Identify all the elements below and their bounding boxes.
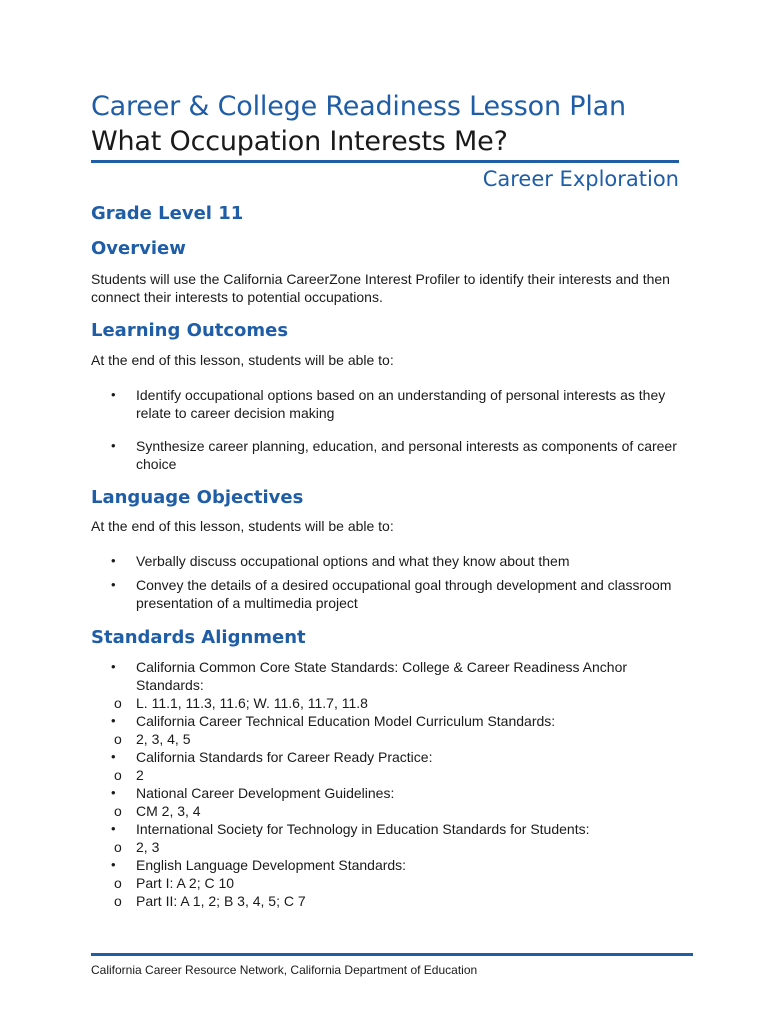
grade-level-heading: Grade Level 11 [91,203,244,224]
sub-bullet-icon: o [114,731,122,747]
sub-list-item-text: Part II: A 1, 2; B 3, 4, 5; C 7 [136,893,306,909]
footer-text: California Career Resource Network, California Department of Education [91,963,478,977]
list-item-text: International Society for Technology in Education Standards for Students: [136,821,590,837]
sub-list-item-text: Part I: A 2; C 10 [136,875,235,891]
list-item-text: Verbally discuss occupational options and what they know about them [136,553,570,569]
list-item-text: California Common Core State Standards: College & Career Readiness Anchor Standards: [136,659,628,693]
sub-list [91,838,679,856]
overview-text: Students will use the California CareerZone Interest Profiler to identify their interests and then connect their interests to potential occupations. [91,271,670,305]
learning-outcomes-list [91,386,679,473]
bullet-icon: • [111,857,116,872]
footer-divider [91,953,693,956]
sub-bullet-icon: o [114,695,122,711]
overview-heading: Overview [91,238,186,259]
standards-alignment-heading: Standards Alignment [91,627,306,648]
sub-list-item [91,802,679,820]
language-objectives-heading: Language Objectives [91,487,304,508]
standards-list [91,658,679,910]
learning-outcomes-heading: Learning Outcomes [91,320,289,341]
list-item [91,552,679,570]
list-item [91,748,679,784]
sub-list-item-text: 2, 3 [136,839,160,855]
language-objectives-list [91,552,679,612]
sub-list-item [91,892,679,910]
sub-list-item [91,730,679,748]
sub-list-item [91,874,679,892]
title-divider [91,160,679,163]
learning-outcomes-intro: At the end of this lesson, students will be able to: [91,352,394,368]
list-item-text: Convey the details of a desired occupational goal through development and classroom presentation of a multimedia project [136,577,672,611]
list-item-text: Identify occupational options based on an understanding of personal interests as they relate to career decision making [136,387,666,421]
bullet-icon: • [111,785,116,800]
sub-list-item-text: 2, 3, 4, 5 [136,731,191,747]
list-item [91,576,679,612]
language-objectives-intro: At the end of this lesson, students will be able to: [91,518,394,534]
sub-list-item-text: L. 11.1, 11.3, 11.6; W. 11.6, 11.7, 11.8 [136,695,368,711]
document-title: Career & College Readiness Lesson Plan [91,91,626,122]
sub-bullet-icon: o [114,875,122,891]
sub-list [91,874,679,910]
bullet-icon: • [111,553,116,568]
list-item [91,437,679,473]
bullet-icon: • [111,749,116,764]
list-item [91,386,679,422]
bullet-icon: • [111,387,116,402]
category-label: Career Exploration [482,167,679,191]
list-item [91,658,679,712]
document-page [91,0,679,1024]
list-item-text: National Career Development Guidelines: [136,785,395,801]
sub-list [91,694,679,712]
sub-list-item-text: CM 2, 3, 4 [136,803,201,819]
sub-bullet-icon: o [114,839,122,855]
sub-bullet-icon: o [114,893,122,909]
sub-bullet-icon: o [114,803,122,819]
bullet-icon: • [111,659,116,674]
list-item-text: Synthesize career planning, education, and personal interests as components of career choice [136,438,677,472]
document-subtitle-question: What Occupation Interests Me? [91,126,508,157]
list-item [91,712,679,748]
sub-list [91,802,679,820]
list-item-text: California Standards for Career Ready Practice: [136,749,433,765]
list-item [91,784,679,820]
list-item-text: English Language Development Standards: [136,857,407,873]
bullet-icon: • [111,438,116,453]
list-item [91,820,679,856]
sub-bullet-icon: o [114,767,122,783]
list-item [91,856,679,910]
sub-list-item [91,766,679,784]
sub-list-item [91,694,679,712]
sub-list-item [91,838,679,856]
list-item-text: California Career Technical Education Model Curriculum Standards: [136,713,556,729]
sub-list [91,730,679,748]
bullet-icon: • [111,713,116,728]
sub-list-item-text: 2 [136,767,144,783]
bullet-icon: • [111,577,116,592]
sub-list [91,766,679,784]
bullet-icon: • [111,821,116,836]
